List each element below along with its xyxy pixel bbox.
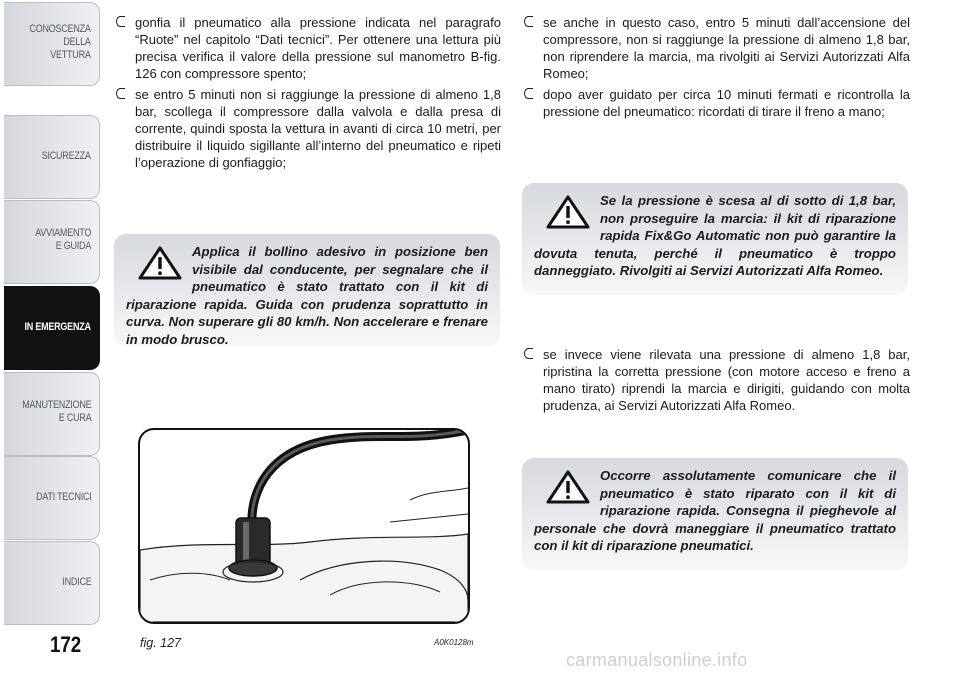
list-item: [524, 14, 910, 82]
bullet-circle-icon: [524, 348, 533, 359]
figure-illustration: [138, 428, 470, 624]
tab-manutenzione[interactable]: [4, 372, 100, 456]
list-item: [116, 86, 501, 171]
warning-text: Se la pressione è scesa al di sotto di 1,8 bar, non proseguire la marcia: il kit di riparazione rapida Fix&Go Automatic non può garantire la dovuta tenuta, perché il pneumatico è troppo danneggiato. Rivolgiti ai Servizi Autorizzati Alfa Romeo.: [534, 193, 896, 278]
warning-text: Occorre assolutamente comunicare che il pneumatico è stato riparato con il kit di riparazione rapida. Consegna il pieghevole al personale che dovrà maneggiare il pneumatico trattato con il kit di riparazione pneumatici.: [534, 468, 896, 553]
tab-sicurezza[interactable]: [4, 115, 100, 199]
tab-label: AVVIAMENTO E GUIDA: [35, 227, 91, 252]
list-item: [524, 86, 910, 120]
list-item: [524, 346, 910, 414]
list-item-text: gonfia il pneumatico alla pressione indicata nel paragrafo “Ruote” nel capitolo “Dati tecnici”. Per ottenere una lettura più precisa verifica il valore della pressione sul manometro B-fig. 126 con compressore spento;: [135, 15, 501, 81]
warning-box: [522, 458, 908, 570]
tab-label: SICUREZZA: [42, 150, 91, 162]
chapter-sidebar: [0, 0, 104, 677]
figure-code: A0K0128m: [434, 638, 474, 647]
warning-triangle-icon: [138, 246, 182, 280]
warning-text: Applica il bollino adesivo in posizione ben visibile dal conducente, per segnalare che il pneumatico è stato trattato con il kit di riparazione rapida. Guida con prudenza soprattutto in curva. Non superare gli 80 km/h. Non accelerare e frenare in modo brusco.: [126, 244, 488, 347]
tab-in-emergenza[interactable]: [4, 286, 100, 370]
right-column: [524, 14, 910, 124]
warning-box: [522, 183, 908, 295]
tab-conoscenza[interactable]: [4, 2, 100, 86]
page-number: 172: [50, 632, 82, 657]
warning-triangle-icon: [546, 195, 590, 229]
right-column-middle: [524, 346, 910, 418]
tab-dati-tecnici[interactable]: [4, 456, 100, 540]
tab-label: CONOSCENZA DELLA VETTURA: [29, 23, 91, 61]
bullet-circle-icon: [524, 16, 533, 27]
warning-triangle-icon: [546, 470, 590, 504]
tab-avviamento[interactable]: [4, 200, 100, 284]
tab-label: IN EMERGENZA: [24, 321, 91, 333]
watermark[interactable]: carmanualsonline.info: [566, 650, 748, 670]
list-item-text: se anche in questo caso, entro 5 minuti dall’accensione del compressore, non si raggiunge la pressione di almeno 1,8 bar, non riprendere la marcia, ma rivolgiti ai Servizi Autorizzati Alfa Romeo;: [543, 15, 910, 81]
list-item-text: se invece viene rilevata una pressione di almeno 1,8 bar, ripristina la corretta pressione (con motore acceso e freno a mano tirato) riprendi la marcia e dirigiti, guidando con molta prudenza, ai Servizi Autorizzati Alfa Romeo.: [543, 347, 910, 413]
tab-label: DATI TECNICI: [35, 491, 91, 503]
list-item-text: dopo aver guidato per circa 10 minuti fermati e ricontrolla la pressione del pneumatico: ricordati di tirare il freno a mano;: [543, 87, 910, 119]
tab-indice[interactable]: [4, 541, 100, 625]
tab-label: MANUTENZIONE E CURA: [21, 399, 91, 424]
compressor-hose-illustration: [140, 430, 468, 622]
tab-label: INDICE: [61, 576, 91, 588]
bullet-circle-icon: [116, 88, 125, 99]
list-item: [116, 14, 501, 82]
warning-box: [114, 234, 500, 346]
left-column: [116, 14, 501, 175]
bullet-circle-icon: [524, 88, 533, 99]
bullet-circle-icon: [116, 16, 125, 27]
list-item-text: se entro 5 minuti non si raggiunge la pressione di almeno 1,8 bar, scollega il compressore dalla valvola e dalla presa di corrente, quindi sposta la vettura in avanti di circa 10 metri, per distribuire il liquido sigillante all’interno del pneumatico e ripeti l’operazione di gonfiaggio;: [135, 87, 501, 170]
figure-caption: fig. 127: [140, 636, 182, 650]
